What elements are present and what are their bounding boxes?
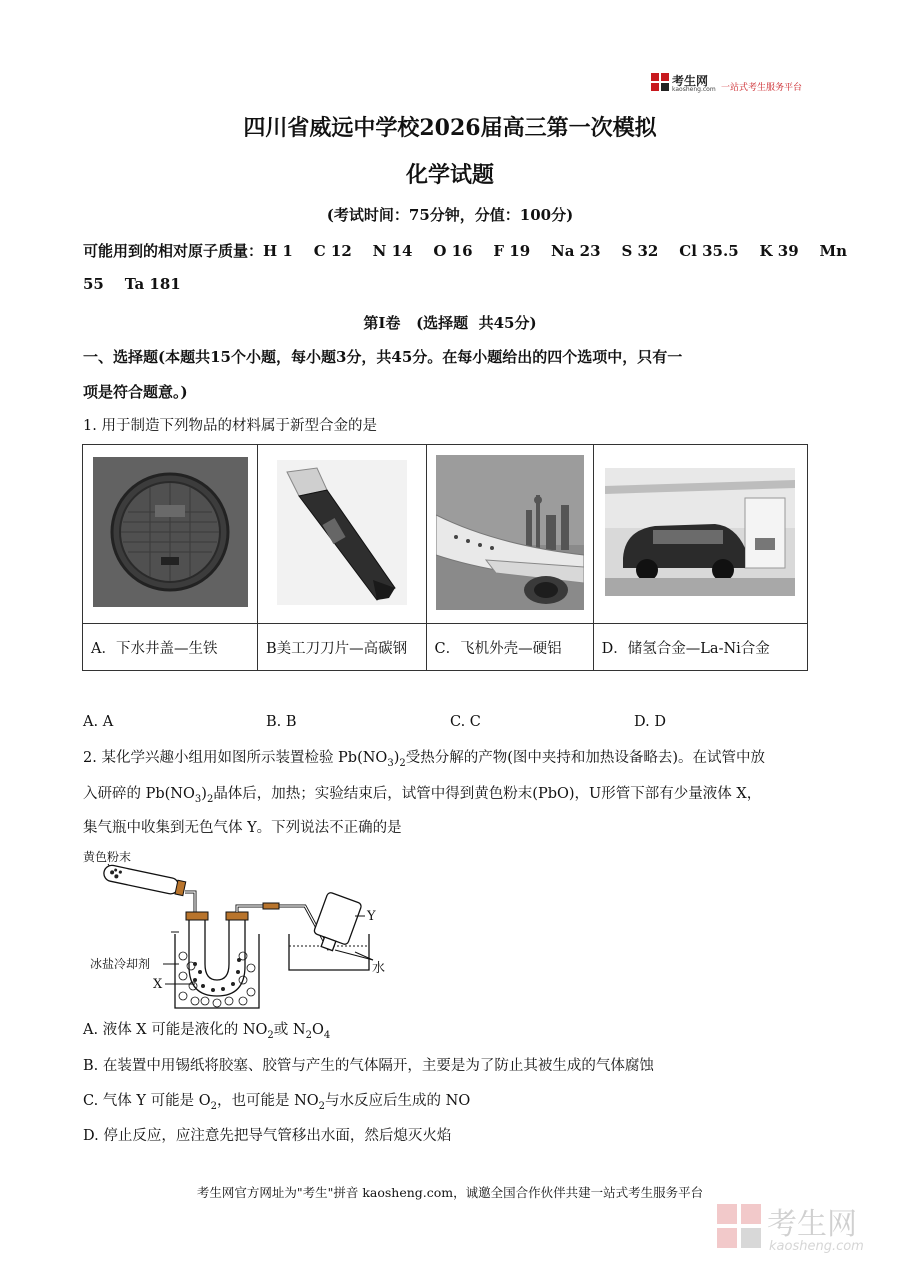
question-2-stem-line-1: 2. 某化学兴趣小组用如图所示装置检验 $Pb(NO_3)_2$受热分解的产物(图中夹持和加热设备略去)。在试管中放 bbox=[83, 750, 766, 769]
airplane-image bbox=[436, 455, 584, 610]
option-a-label: A．下水井盖—生铁 bbox=[83, 624, 258, 671]
logo-name: 考生网 bbox=[672, 74, 709, 88]
question-2-option-b: B. 在装置中用锡纸将胶塞、胶管与产生的气体隔开，主要是为了防止其被生成的气体腐蚀 bbox=[83, 1058, 654, 1074]
utility-knife-image bbox=[277, 460, 407, 605]
label-coolant: 冰盐冷却剂 bbox=[90, 957, 151, 971]
question-1-stem: 1. 用于制造下列物品的材料属于新型合金的是 bbox=[83, 418, 377, 434]
option-b-label: B美工刀刀片—高碳钢 bbox=[258, 624, 426, 671]
question-2-option-a: A. 液体 X 可能是液化的 $NO_2$或 $N_2O_4$ bbox=[83, 1022, 331, 1041]
choice-b: B. B bbox=[266, 714, 297, 730]
question-1-options-table bbox=[82, 444, 808, 671]
logo-slogan: 一站式考生服务平台 bbox=[721, 83, 803, 93]
exam-info: (考试时间：75分钟，分值：100分) bbox=[326, 206, 574, 224]
option-d-image-cell bbox=[593, 445, 807, 624]
brand-logo bbox=[651, 72, 821, 94]
atomic-mass-line-2: 55 Ta 181 bbox=[83, 275, 181, 293]
label-water: 水 bbox=[372, 961, 386, 976]
option-c-image-cell bbox=[426, 445, 593, 624]
question-2-option-c: C. 气体 Y 可能是 $O_2$，也可能是 $NO_2$与水反应后生成的 NO bbox=[83, 1093, 471, 1112]
choice-a: A. A bbox=[83, 714, 114, 730]
watermark-name: 考生网 bbox=[767, 1207, 857, 1242]
page-footer: 考生网官方网址为"考生"拼音 kaosheng.com，诚邀全国合作伙伴共建一站式考生服务平台 bbox=[196, 1185, 704, 1200]
watermark-url: kaosheng.com bbox=[769, 1239, 864, 1254]
question-2-option-d: D. 停止反应，应注意先把导气管移出水面，然后熄灭火焰 bbox=[83, 1128, 452, 1144]
option-c-label: C．飞机外壳—硬铝 bbox=[426, 624, 593, 671]
section-instruction-2: 项是符合题意。) bbox=[83, 383, 188, 401]
apparatus-diagram bbox=[83, 846, 413, 1016]
manhole-cover-image bbox=[93, 457, 248, 607]
watermark-logo-icon bbox=[715, 1200, 885, 1256]
logo-url: kaosheng.com bbox=[672, 86, 716, 93]
atomic-mass-line-1: 可能用到的相对原子质量：H 1 C 12 N 14 O 16 F 19 Na 23 S 32 Cl 35.5 K 39 Mn bbox=[83, 242, 848, 260]
hydrogen-car-image bbox=[605, 468, 795, 596]
option-a-image-cell bbox=[83, 445, 258, 624]
exam-title: 四川省威远中学校2026届高三第一次模拟 bbox=[243, 115, 657, 141]
question-2-stem-line-2: 入研碎的 $Pb(NO_3)_2$晶体后，加热；实验结束后，试管中得到黄色粉末(PbO)，U形管下部有少量液体 X， bbox=[83, 786, 762, 805]
option-b-image-cell bbox=[258, 445, 426, 624]
watermark bbox=[715, 1200, 885, 1256]
apparatus-drawing bbox=[83, 846, 413, 1016]
label-yellow-powder: 黄色粉末 bbox=[83, 850, 132, 864]
choice-c: C. C bbox=[450, 714, 481, 730]
label-y: Y bbox=[367, 909, 376, 924]
option-d-label: D．储氢合金—La-Ni合金 bbox=[593, 624, 807, 671]
choice-d: D. D bbox=[634, 714, 666, 730]
kaosheng-logo-icon bbox=[651, 73, 669, 91]
question-2-stem-line-3: 集气瓶中收集到无色气体 Y。下列说法不正确的是 bbox=[83, 820, 402, 836]
section-title: 第Ⅰ卷 (选择题 共45分) bbox=[363, 314, 537, 332]
subject-title: 化学试题 bbox=[405, 162, 494, 188]
section-instruction-1: 一、选择题(本题共15个小题，每小题3分，共45分。在每小题给出的四个选项中，只有一 bbox=[83, 348, 683, 366]
label-x: X bbox=[153, 977, 163, 992]
